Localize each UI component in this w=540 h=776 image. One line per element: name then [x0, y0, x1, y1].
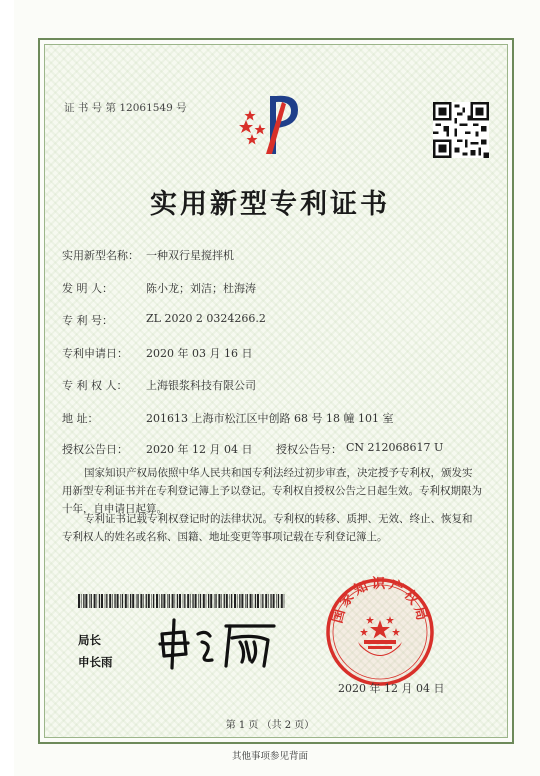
cnipa-official-seal: [324, 576, 436, 688]
filing-date-label: 专利申请日：: [62, 347, 128, 360]
page-number: 第 1 页 （共 2 页）: [225, 720, 315, 731]
address-value: 201613 上海市松江区中创路 68 号 18 幢 101 室: [146, 412, 394, 425]
legal-status-paragraph: 专利证书记载专利权登记时的法律状况。专利权的转移、质押、无效、终止、恢复和专利权人的姓名或名称、国籍、地址变更等事项记载在专利登记簿上。: [62, 513, 473, 543]
certificate-title: 实用新型专利证书: [150, 189, 390, 220]
certificate-number: 证 书 号 第 12061549 号: [64, 102, 187, 114]
footer-note: 其他事项参见背面: [231, 751, 308, 762]
patent-number-value: ZL 2020 2 0324266.2: [146, 312, 266, 325]
patent-number-label: 专 利 号：: [62, 314, 113, 327]
director-title: 局长: [78, 633, 101, 647]
barcode-icon: [78, 594, 286, 608]
inventor-label: 发 明 人：: [62, 282, 113, 295]
patentee-label: 专 利 权 人：: [62, 379, 128, 392]
qr-code-icon: [433, 102, 489, 158]
name-value: 一种双行星搅拌机: [146, 249, 234, 262]
name-label: 实用新型名称：: [62, 249, 139, 262]
grant-date-value: 2020 年 12 月 04 日: [146, 443, 253, 456]
grant-date-label: 授权公告日：: [62, 443, 128, 456]
cnipa-logo-icon: [238, 88, 306, 160]
seal-text: 国家知识产权局: [329, 576, 431, 625]
grant-number-value: CN 212068617 U: [346, 441, 444, 454]
inventor-value: 陈小龙；刘洁；杜海涛: [146, 282, 256, 295]
grant-number-label: 授权公告号：: [276, 443, 342, 456]
director-name: 申长雨: [78, 655, 113, 669]
grant-statement-paragraph: 国家知识产权局依照中华人民共和国专利法经过初步审查，决定授予专利权，颁发实用新型专利证书并在专利登记簿上予以登记。专利权自授权公告之日起生效。专利权期限为十年，自申请日起算。: [62, 467, 482, 515]
patentee-value: 上海银浆科技有限公司: [146, 379, 256, 392]
address-label: 地 址：: [62, 412, 99, 425]
seal-date: 2020 年 12 月 04 日: [338, 682, 445, 695]
filing-date-value: 2020 年 03 月 16 日: [146, 347, 253, 360]
director-signature: [154, 612, 286, 674]
